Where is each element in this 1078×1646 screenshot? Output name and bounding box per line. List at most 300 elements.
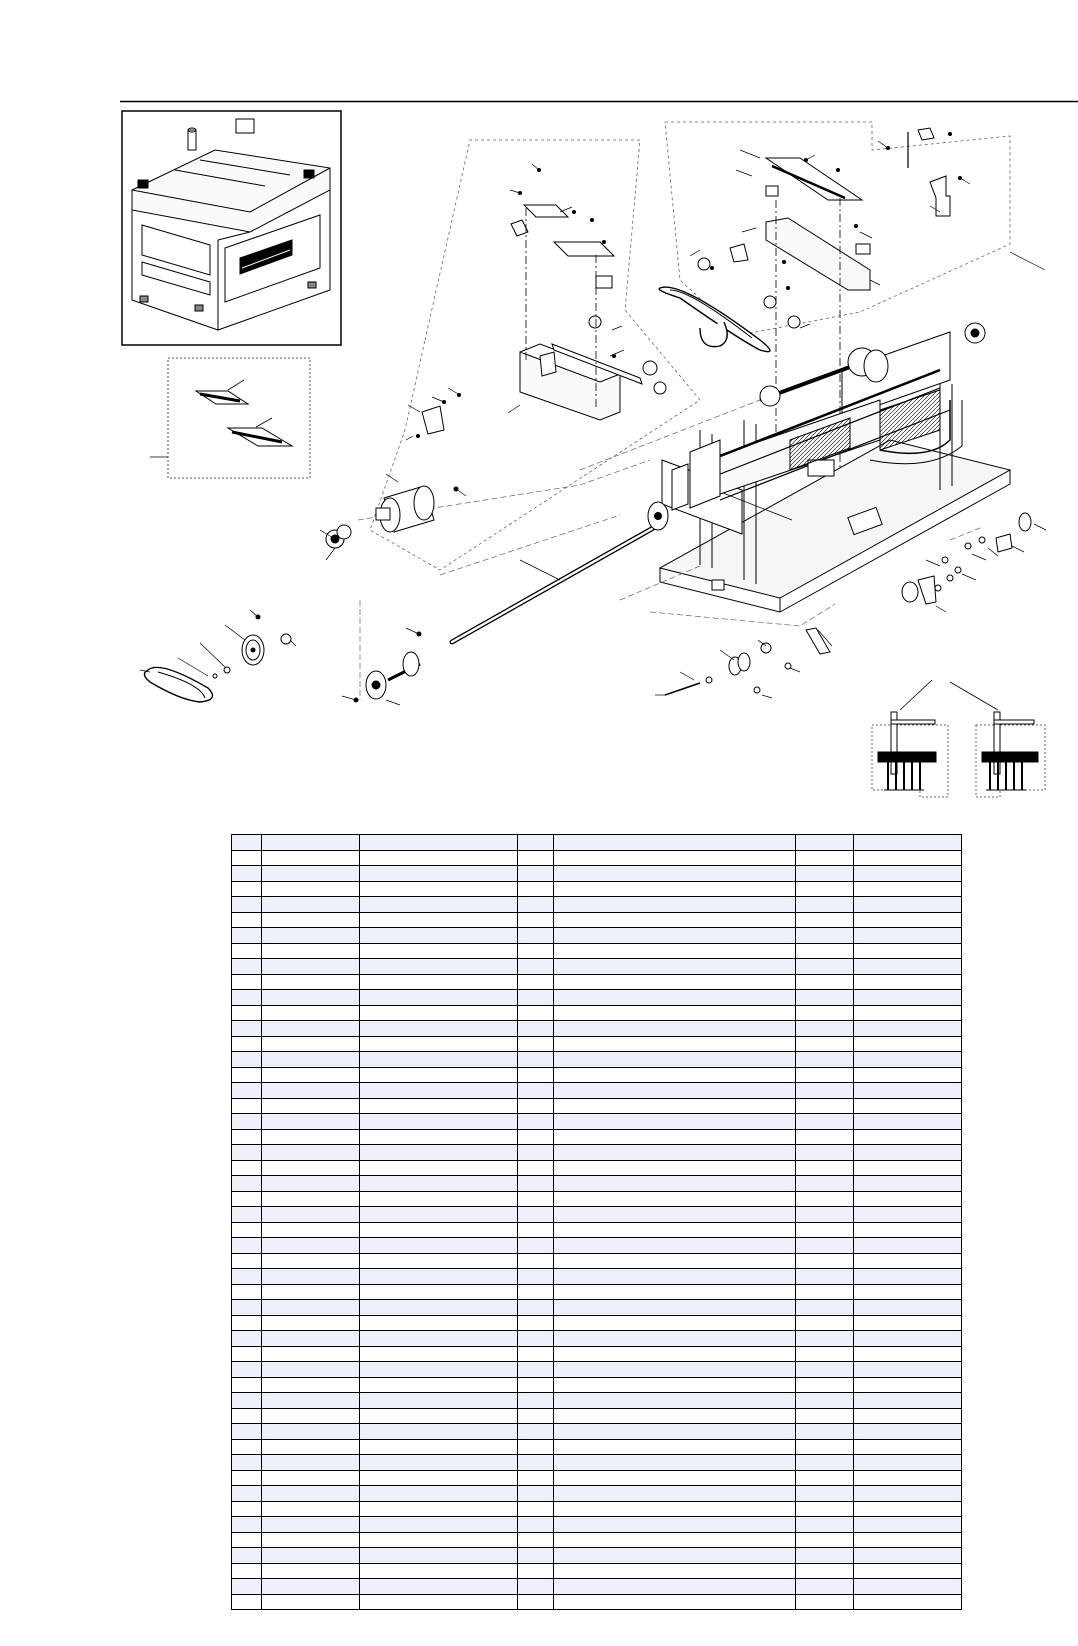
table-cell xyxy=(796,1222,854,1238)
table-cell xyxy=(854,1300,962,1316)
table-cell xyxy=(518,1594,554,1610)
table-cell xyxy=(796,1532,854,1548)
table-row xyxy=(232,1532,962,1548)
table-cell xyxy=(796,912,854,928)
table-cell xyxy=(554,1470,796,1486)
table-cell xyxy=(262,943,360,959)
table-cell xyxy=(360,1563,518,1579)
table-cell xyxy=(796,1238,854,1254)
table-row xyxy=(232,1548,962,1564)
table-row xyxy=(232,1191,962,1207)
table-cell xyxy=(262,1067,360,1083)
table-cell xyxy=(360,1346,518,1362)
table-cell xyxy=(262,850,360,866)
table-cell xyxy=(262,1393,360,1409)
table-cell xyxy=(796,1114,854,1130)
table-cell xyxy=(360,1269,518,1285)
table-row xyxy=(232,1129,962,1145)
table-cell xyxy=(854,881,962,897)
table-cell xyxy=(262,959,360,975)
table-cell xyxy=(854,1439,962,1455)
table-cell xyxy=(554,897,796,913)
table-cell xyxy=(854,1036,962,1052)
table-cell xyxy=(554,1005,796,1021)
table-cell xyxy=(518,1176,554,1192)
table-cell xyxy=(262,1408,360,1424)
table-row xyxy=(232,1253,962,1269)
table-cell xyxy=(518,1145,554,1161)
table-cell xyxy=(796,1207,854,1223)
table-cell xyxy=(232,850,262,866)
table-cell xyxy=(554,1517,796,1533)
table-cell xyxy=(262,1424,360,1440)
table-cell xyxy=(796,1501,854,1517)
motor-assembly xyxy=(326,486,458,548)
table-cell xyxy=(360,1005,518,1021)
table-cell xyxy=(554,1424,796,1440)
table-row xyxy=(232,1222,962,1238)
table-cell xyxy=(262,1098,360,1114)
table-cell xyxy=(854,1532,962,1548)
table-cell xyxy=(232,1222,262,1238)
table-cell xyxy=(854,897,962,913)
table-row xyxy=(232,1207,962,1223)
table-cell xyxy=(232,866,262,882)
table-cell xyxy=(854,1424,962,1440)
table-cell xyxy=(554,990,796,1006)
table-cell xyxy=(232,1455,262,1471)
table-cell xyxy=(518,1455,554,1471)
table-cell xyxy=(232,974,262,990)
table-cell xyxy=(796,990,854,1006)
table-cell xyxy=(796,1067,854,1083)
table-cell xyxy=(554,1160,796,1176)
table-cell xyxy=(854,1455,962,1471)
table-cell xyxy=(554,1393,796,1409)
table-cell xyxy=(360,1517,518,1533)
table-cell xyxy=(854,928,962,944)
table-cell xyxy=(554,1067,796,1083)
table-cell xyxy=(262,1207,360,1223)
table-cell xyxy=(554,866,796,882)
table-cell xyxy=(854,1176,962,1192)
table-cell xyxy=(518,959,554,975)
table-cell xyxy=(554,850,796,866)
table-cell xyxy=(796,1579,854,1595)
table-cell xyxy=(360,1253,518,1269)
table-cell xyxy=(796,1052,854,1068)
table-cell xyxy=(360,1579,518,1595)
table-cell xyxy=(262,1532,360,1548)
table-cell xyxy=(554,1222,796,1238)
table-cell xyxy=(554,1548,796,1564)
table-cell xyxy=(554,1331,796,1347)
table-cell xyxy=(232,1160,262,1176)
table-row xyxy=(232,1424,962,1440)
table-cell xyxy=(854,1315,962,1331)
table-cell xyxy=(518,943,554,959)
table-cell xyxy=(518,974,554,990)
table-cell xyxy=(232,1594,262,1610)
table-cell xyxy=(796,866,854,882)
table-cell xyxy=(518,1129,554,1145)
table-cell xyxy=(518,1238,554,1254)
table-cell xyxy=(518,1315,554,1331)
table-cell xyxy=(262,1129,360,1145)
table-cell xyxy=(554,1253,796,1269)
table-cell xyxy=(796,959,854,975)
table-cell xyxy=(796,1269,854,1285)
table-cell xyxy=(554,928,796,944)
table-cell xyxy=(262,1176,360,1192)
table-cell xyxy=(360,1067,518,1083)
table-cell xyxy=(262,1160,360,1176)
table-cell xyxy=(360,974,518,990)
table-cell xyxy=(554,1191,796,1207)
table-cell xyxy=(854,850,962,866)
drive-shaft xyxy=(452,502,668,642)
table-cell xyxy=(854,1486,962,1502)
table-cell xyxy=(854,1160,962,1176)
table-cell xyxy=(554,1129,796,1145)
table-row xyxy=(232,974,962,990)
table-cell xyxy=(854,1346,962,1362)
table-cell xyxy=(262,1315,360,1331)
table-row xyxy=(232,1114,962,1130)
table-cell xyxy=(554,959,796,975)
table-cell xyxy=(796,1129,854,1145)
table-cell xyxy=(854,1517,962,1533)
table-cell xyxy=(518,1207,554,1223)
table-cell xyxy=(360,1145,518,1161)
table-cell xyxy=(796,1300,854,1316)
table-row xyxy=(232,1315,962,1331)
table-cell xyxy=(554,1176,796,1192)
table-cell xyxy=(262,990,360,1006)
table-cell xyxy=(796,1098,854,1114)
table-cell xyxy=(518,1501,554,1517)
table-cell xyxy=(262,1331,360,1347)
table-cell xyxy=(360,835,518,851)
table-cell xyxy=(518,1253,554,1269)
table-cell xyxy=(360,1408,518,1424)
table-cell xyxy=(554,1052,796,1068)
table-cell xyxy=(262,881,360,897)
table-cell xyxy=(232,959,262,975)
table-cell xyxy=(554,1501,796,1517)
table-cell xyxy=(796,1253,854,1269)
table-cell xyxy=(232,1284,262,1300)
table-cell xyxy=(518,912,554,928)
table-cell xyxy=(554,1269,796,1285)
table-row xyxy=(232,1052,962,1068)
table-row xyxy=(232,1517,962,1533)
table-cell xyxy=(554,1594,796,1610)
table-cell xyxy=(554,1207,796,1223)
table-cell xyxy=(518,1052,554,1068)
table-cell xyxy=(232,912,262,928)
table-cell xyxy=(518,1532,554,1548)
table-cell xyxy=(796,1563,854,1579)
table-cell xyxy=(854,1548,962,1564)
table-cell xyxy=(518,1439,554,1455)
table-cell xyxy=(232,1269,262,1285)
table-cell xyxy=(518,1160,554,1176)
table-row xyxy=(232,1238,962,1254)
table-row xyxy=(232,897,962,913)
table-row xyxy=(232,928,962,944)
table-cell xyxy=(232,1176,262,1192)
table-cell xyxy=(854,835,962,851)
detail-view-right xyxy=(950,682,1045,797)
table-row xyxy=(232,1470,962,1486)
table-cell xyxy=(518,1300,554,1316)
table-cell xyxy=(232,1501,262,1517)
table-cell xyxy=(554,1145,796,1161)
table-row xyxy=(232,1005,962,1021)
table-cell xyxy=(262,1455,360,1471)
table-cell xyxy=(518,1067,554,1083)
table-cell xyxy=(360,1284,518,1300)
table-cell xyxy=(262,1377,360,1393)
table-cell xyxy=(854,1114,962,1130)
table-cell xyxy=(360,881,518,897)
table-row xyxy=(232,1269,962,1285)
table-cell xyxy=(518,866,554,882)
table-cell xyxy=(262,1253,360,1269)
table-cell xyxy=(554,1486,796,1502)
table-cell xyxy=(796,1548,854,1564)
table-cell xyxy=(360,850,518,866)
table-cell xyxy=(262,1083,360,1099)
table-cell xyxy=(262,912,360,928)
table-row xyxy=(232,1083,962,1099)
table-row xyxy=(232,1331,962,1347)
table-cell xyxy=(796,1191,854,1207)
table-cell xyxy=(262,1300,360,1316)
table-cell xyxy=(554,1300,796,1316)
table-cell xyxy=(262,1579,360,1595)
table-cell xyxy=(232,1052,262,1068)
table-cell xyxy=(554,912,796,928)
table-cell xyxy=(854,866,962,882)
table-cell xyxy=(262,1548,360,1564)
table-cell xyxy=(554,1238,796,1254)
table-cell xyxy=(360,1021,518,1037)
table-cell xyxy=(232,835,262,851)
table-cell xyxy=(854,1005,962,1021)
table-cell xyxy=(232,1005,262,1021)
table-row xyxy=(232,881,962,897)
table-cell xyxy=(262,1005,360,1021)
table-cell xyxy=(232,943,262,959)
table-row xyxy=(232,1160,962,1176)
table-cell xyxy=(518,928,554,944)
table-cell xyxy=(232,897,262,913)
table-cell xyxy=(360,1098,518,1114)
table-cell xyxy=(796,1315,854,1331)
table-cell xyxy=(518,1191,554,1207)
table-cell xyxy=(854,1098,962,1114)
table-cell xyxy=(232,1253,262,1269)
table-cell xyxy=(360,1532,518,1548)
table-cell xyxy=(796,1393,854,1409)
table-cell xyxy=(554,943,796,959)
table-cell xyxy=(232,1238,262,1254)
parts-table xyxy=(231,834,962,1610)
table-cell xyxy=(796,1362,854,1378)
table-cell xyxy=(262,1052,360,1068)
table-row xyxy=(232,1346,962,1362)
table-cell xyxy=(232,1191,262,1207)
table-cell xyxy=(262,1594,360,1610)
table-cell xyxy=(854,1501,962,1517)
table-cell xyxy=(796,1284,854,1300)
table-cell xyxy=(554,1284,796,1300)
table-cell xyxy=(518,1222,554,1238)
table-cell xyxy=(796,1083,854,1099)
table-cell xyxy=(796,1160,854,1176)
table-cell xyxy=(360,1331,518,1347)
table-cell xyxy=(796,1331,854,1347)
table-cell xyxy=(518,835,554,851)
table-cell xyxy=(554,835,796,851)
table-cell xyxy=(854,1083,962,1099)
table-cell xyxy=(518,1548,554,1564)
table-cell xyxy=(360,1594,518,1610)
table-row xyxy=(232,1067,962,1083)
table-row xyxy=(232,1284,962,1300)
table-cell xyxy=(796,943,854,959)
table-row xyxy=(232,1145,962,1161)
table-cell xyxy=(854,1269,962,1285)
table-row xyxy=(232,1439,962,1455)
table-cell xyxy=(360,1455,518,1471)
table-cell xyxy=(360,1377,518,1393)
table-cell xyxy=(232,1424,262,1440)
table-cell xyxy=(854,974,962,990)
table-cell xyxy=(796,1470,854,1486)
table-cell xyxy=(554,1021,796,1037)
table-cell xyxy=(554,1098,796,1114)
table-cell xyxy=(854,1284,962,1300)
table-cell xyxy=(360,1548,518,1564)
table-cell xyxy=(232,928,262,944)
table-cell xyxy=(518,1377,554,1393)
table-cell xyxy=(554,1455,796,1471)
table-row xyxy=(232,1579,962,1595)
table-cell xyxy=(262,1238,360,1254)
table-cell xyxy=(854,1129,962,1145)
table-cell xyxy=(518,1470,554,1486)
table-cell xyxy=(854,1253,962,1269)
table-cell xyxy=(360,1176,518,1192)
table-cell xyxy=(518,1408,554,1424)
table-cell xyxy=(554,1315,796,1331)
table-cell xyxy=(232,1315,262,1331)
table-cell xyxy=(360,897,518,913)
table-row xyxy=(232,1501,962,1517)
table-cell xyxy=(518,1269,554,1285)
table-row xyxy=(232,959,962,975)
table-cell xyxy=(262,1346,360,1362)
table-cell xyxy=(360,1160,518,1176)
table-cell xyxy=(796,1455,854,1471)
table-cell xyxy=(796,835,854,851)
table-cell xyxy=(360,1222,518,1238)
table-cell xyxy=(262,1036,360,1052)
table-cell xyxy=(854,1563,962,1579)
table-cell xyxy=(854,1393,962,1409)
table-cell xyxy=(360,912,518,928)
table-cell xyxy=(518,1517,554,1533)
table-cell xyxy=(262,1191,360,1207)
table-cell xyxy=(232,1207,262,1223)
table-cell xyxy=(796,1145,854,1161)
table-cell xyxy=(518,1579,554,1595)
table-cell xyxy=(232,1548,262,1564)
table-cell xyxy=(854,959,962,975)
table-cell xyxy=(232,1331,262,1347)
table-cell xyxy=(554,1532,796,1548)
table-cell xyxy=(854,912,962,928)
table-cell xyxy=(262,1114,360,1130)
table-cell xyxy=(518,1284,554,1300)
table-cell xyxy=(232,1346,262,1362)
table-cell xyxy=(854,1377,962,1393)
table-cell xyxy=(360,866,518,882)
table-cell xyxy=(262,835,360,851)
table-cell xyxy=(796,1424,854,1440)
table-cell xyxy=(554,1408,796,1424)
table-cell xyxy=(262,1563,360,1579)
table-cell xyxy=(360,1238,518,1254)
table-cell xyxy=(360,928,518,944)
table-cell xyxy=(796,897,854,913)
table-cell xyxy=(360,1362,518,1378)
table-cell xyxy=(360,959,518,975)
table-row xyxy=(232,1036,962,1052)
table-cell xyxy=(232,1300,262,1316)
table-cell xyxy=(518,1486,554,1502)
table-cell xyxy=(854,1331,962,1347)
table-cell xyxy=(796,1486,854,1502)
table-cell xyxy=(796,1036,854,1052)
table-cell xyxy=(518,1393,554,1409)
table-cell xyxy=(854,1579,962,1595)
table-cell xyxy=(518,1346,554,1362)
table-cell xyxy=(232,1129,262,1145)
table-row xyxy=(232,912,962,928)
table-cell xyxy=(232,881,262,897)
table-cell xyxy=(232,1021,262,1037)
table-cell xyxy=(360,1501,518,1517)
table-cell xyxy=(262,1470,360,1486)
table-cell xyxy=(796,1377,854,1393)
table-cell xyxy=(554,1439,796,1455)
table-cell xyxy=(796,1439,854,1455)
table-cell xyxy=(360,1393,518,1409)
table-cell xyxy=(360,1300,518,1316)
table-cell xyxy=(854,1470,962,1486)
table-cell xyxy=(360,1052,518,1068)
table-row xyxy=(232,943,962,959)
table-row xyxy=(232,1176,962,1192)
table-cell xyxy=(232,1083,262,1099)
table-cell xyxy=(854,1408,962,1424)
table-cell xyxy=(232,1393,262,1409)
table-cell xyxy=(360,1424,518,1440)
